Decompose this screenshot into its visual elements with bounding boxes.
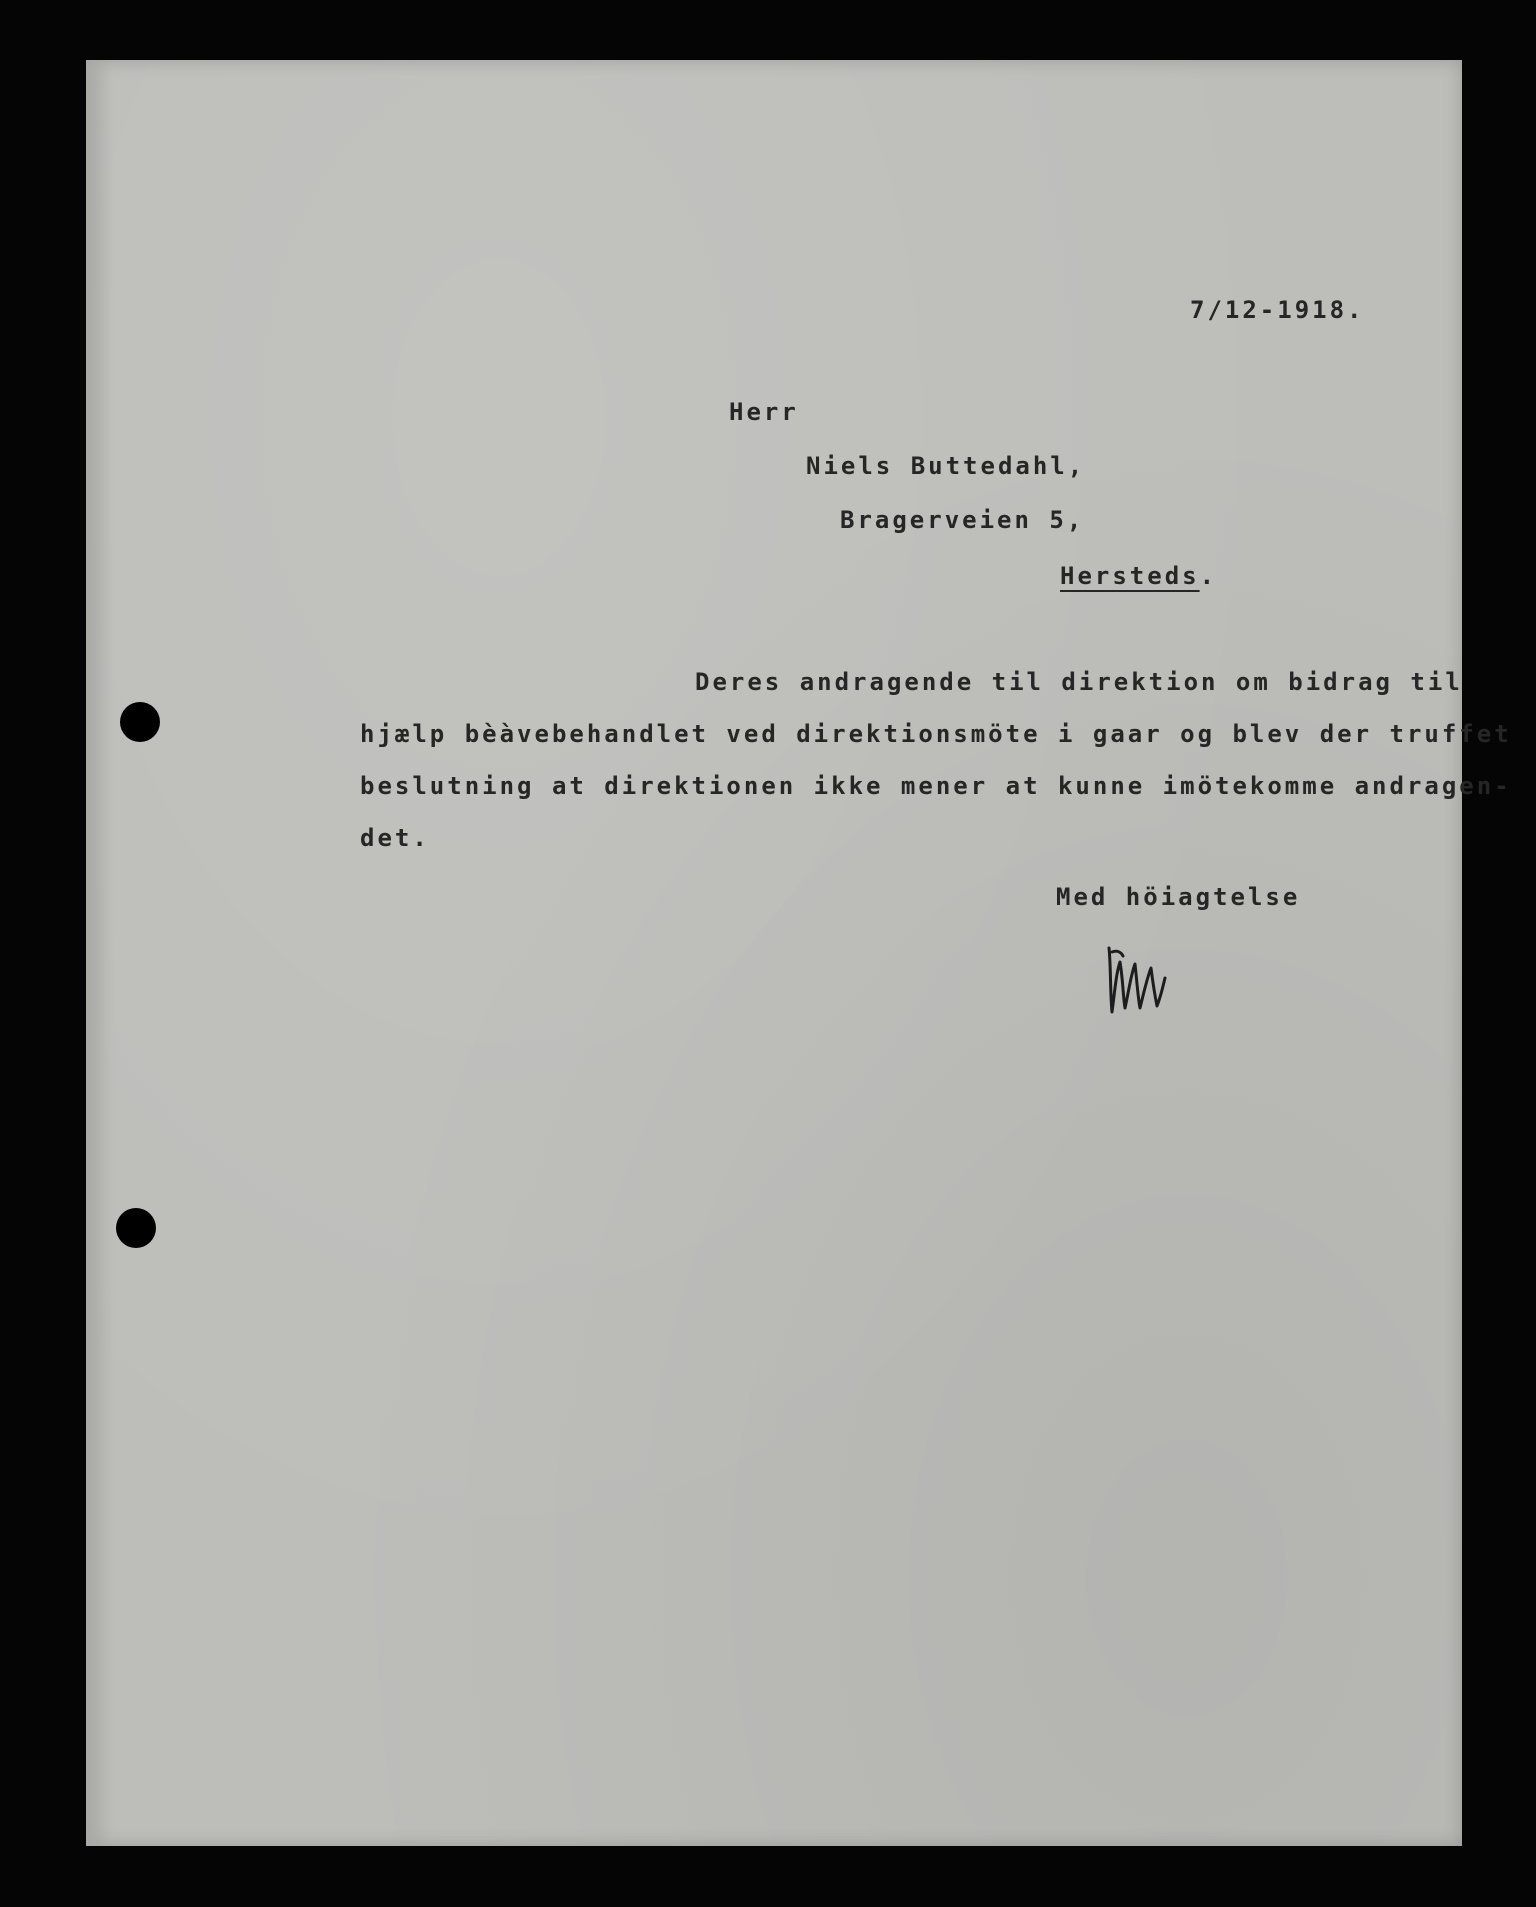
closing: Med höiagtelse xyxy=(1056,883,1301,911)
letter-sheet xyxy=(86,60,1512,1846)
body-line: det. xyxy=(360,824,430,852)
body-line: Deres andragende til direktion om bidrag til xyxy=(695,668,1463,696)
recipient-city-line xyxy=(1060,564,1217,588)
letter-body xyxy=(360,668,1512,878)
punch-hole-icon xyxy=(116,1208,156,1248)
recipient-street: Bragerveien 5, xyxy=(840,506,1085,534)
punch-hole-icon xyxy=(120,702,160,742)
recipient-city-punctuation: . xyxy=(1199,562,1218,590)
letter-date: 7/12-1918. xyxy=(1190,296,1365,324)
body-line: beslutning at direktionen ikke mener at kunne imötekomme andragen- xyxy=(360,772,1512,800)
paper-left-edge xyxy=(86,60,114,1846)
salutation: Herr xyxy=(729,398,799,426)
recipient-city: Hersteds xyxy=(1060,562,1200,590)
recipient-name: Niels Buttedahl, xyxy=(806,452,1086,480)
body-line: hjælp bèàvebehandlet ved direktionsmöte i gaar og blev der truffet xyxy=(360,720,1512,748)
signature-icon xyxy=(1103,940,1173,1020)
